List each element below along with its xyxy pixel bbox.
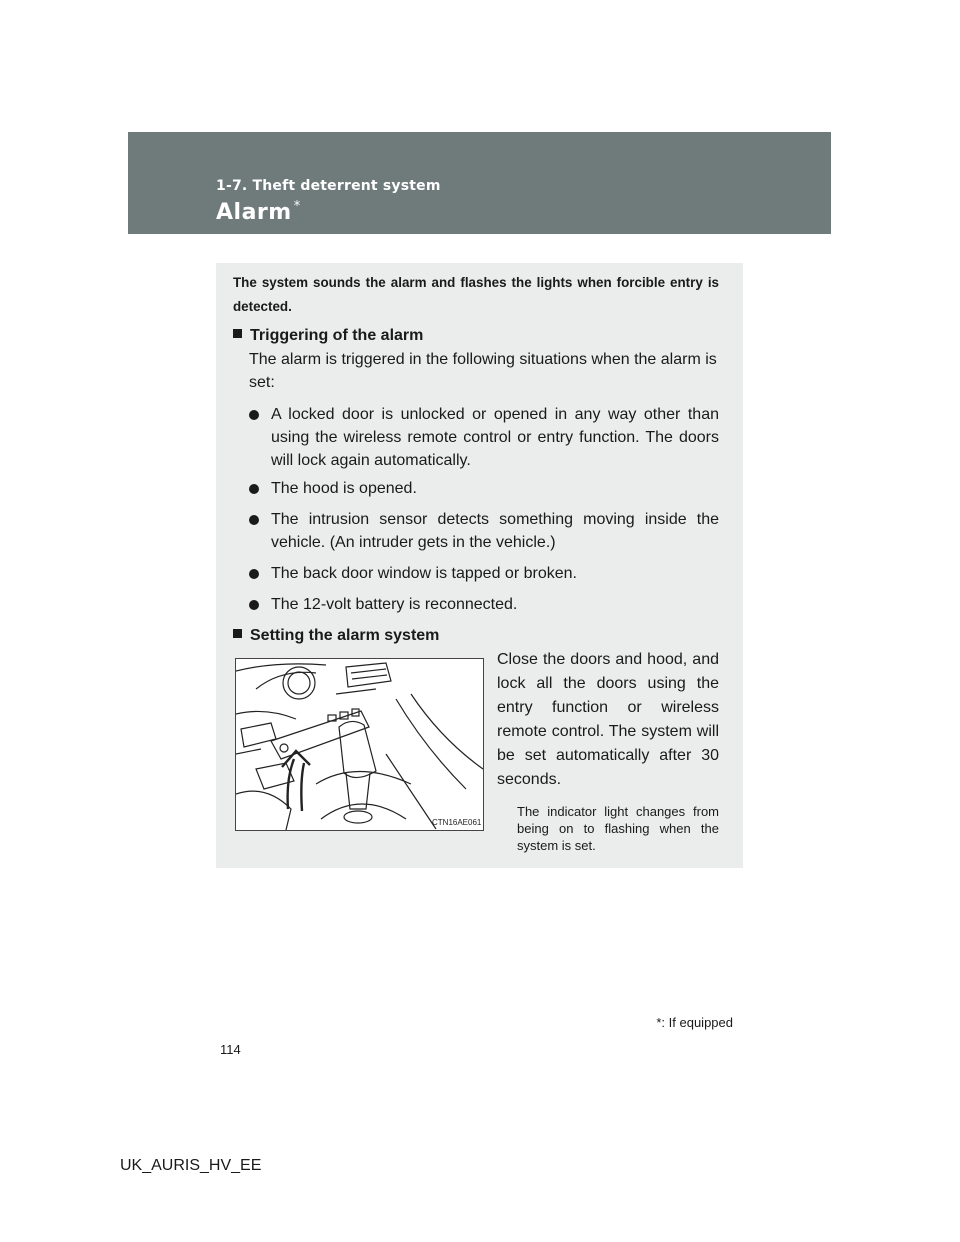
list-item bbox=[249, 562, 719, 585]
triggering-lead: The alarm is triggered in the following situations when the alarm is set: bbox=[249, 351, 717, 391]
page-title-text: Alarm bbox=[216, 200, 292, 225]
setting-note: The indicator light changes from being on to flashing when the system is set. bbox=[517, 804, 719, 853]
setting-heading-label: Setting the alarm system bbox=[250, 627, 440, 644]
footnote-text: *: If equipped bbox=[656, 1015, 733, 1030]
list-item-text: A locked door is unlocked or opened in any way other than using the wireless remote control or entry function. The doors will lock again automatically. bbox=[271, 406, 719, 469]
list-item bbox=[249, 403, 719, 472]
square-bullet-icon bbox=[233, 329, 242, 338]
list-item bbox=[249, 477, 719, 500]
bullet-dot-icon bbox=[249, 515, 259, 525]
bullet-dot-icon bbox=[249, 484, 259, 494]
list-item bbox=[249, 508, 719, 554]
list-item-text: The intrusion sensor detects something moving inside the vehicle. (An intruder gets in the vehicle.) bbox=[271, 511, 719, 551]
page-title bbox=[216, 199, 301, 225]
list-item-text: The back door window is tapped or broken. bbox=[271, 565, 577, 582]
document-code: UK_AURIS_HV_EE bbox=[120, 1157, 262, 1174]
list-item-text: The 12-volt battery is reconnected. bbox=[271, 596, 518, 613]
bullet-dot-icon bbox=[249, 600, 259, 610]
setting-heading bbox=[233, 627, 439, 645]
section-title: 1-7. Theft deterrent system bbox=[216, 178, 441, 194]
list-item bbox=[249, 593, 719, 616]
equipped-mark: * bbox=[293, 199, 301, 214]
square-bullet-icon bbox=[233, 629, 242, 638]
bullet-dot-icon bbox=[249, 569, 259, 579]
bullet-dot-icon bbox=[249, 410, 259, 420]
list-item-text: The hood is opened. bbox=[271, 480, 417, 497]
console-drawing bbox=[236, 659, 483, 830]
triggering-heading-label: Triggering of the alarm bbox=[250, 327, 424, 344]
header-band bbox=[128, 132, 831, 234]
illustration-code: CTN16AE061 bbox=[432, 818, 482, 827]
triggering-heading bbox=[233, 327, 423, 345]
content-box bbox=[216, 263, 743, 868]
page-number: 114 bbox=[220, 1042, 241, 1057]
setting-text: Close the doors and hood, and lock all the doors using the entry function or wireless remote control. The system will be set automatically after 30 seconds. bbox=[497, 651, 719, 788]
intro-text: The system sounds the alarm and flashes the lights when forcible entry is detected. bbox=[233, 275, 719, 314]
console-illustration bbox=[235, 658, 484, 831]
